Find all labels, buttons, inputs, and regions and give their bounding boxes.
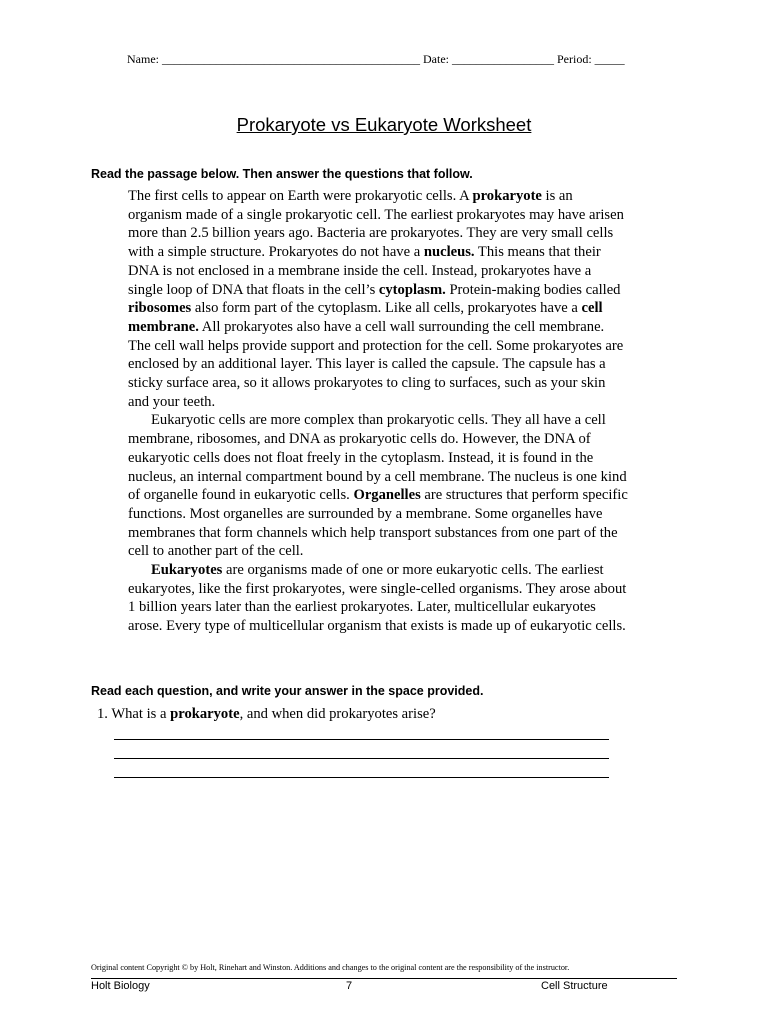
date-field-label: Date: _________________ bbox=[423, 52, 554, 66]
question-number: 1. bbox=[97, 706, 108, 722]
passage-paragraph-1: The first cells to appear on Earth were prokaryotic cells. A prokaryote is an organism made of a single prokaryotic cell. The earliest prokaryotes may have arisen more than 2.5 billion years ago. Bacteria are prokaryotes. They are very small cells with a simple structure. Prokaryotes do not have a nucleus. This means that their DNA is not enclosed in a membrane inside the cell. Instead, prokaryotes have a single loop of DNA that floats in the cell’s cytoplasm. Protein-making bodies called ribosomes also form part of the cytoplasm. Like all cells, prokaryotes have a cell membrane. All prokaryotes also have a cell wall surrounding the cell membrane. The cell wall helps provide support and protection for the cell. Some prokaryotes are enclosed by an additional layer. This layer is called the capsule. The capsule has a sticky surface area, so it allows prokaryotes to cling to surfaces, such as your skin and your teeth. bbox=[128, 188, 624, 410]
answer-line-3[interactable] bbox=[114, 777, 609, 778]
passage-instruction: Read the passage below. Then answer the questions that follow. bbox=[91, 167, 473, 181]
page-number: 7 bbox=[346, 980, 353, 992]
questions-instruction: Read each question, and write your answer in the space provided. bbox=[91, 684, 484, 698]
footer-book-title: Holt Biology bbox=[91, 980, 150, 992]
answer-line-1[interactable] bbox=[114, 739, 609, 740]
period-field-label: Period: _____ bbox=[557, 52, 625, 66]
footer-divider bbox=[91, 978, 677, 979]
footer-chapter-title: Cell Structure bbox=[541, 980, 608, 992]
passage-paragraph-3: Eukaryotes are organisms made of one or more eukaryotic cells. The earliest eukaryotes, like the first prokaryotes, were single-celled organisms. They arose about 1 billion years later than the earliest prokaryotes. Later, multicellular eukaryotes arose. Every type of multicellular organism that exists is made up of eukaryotic cells. bbox=[128, 562, 627, 635]
question-1: 1. What is a prokaryote, and when did prokaryotes arise? bbox=[97, 706, 436, 722]
passage-paragraph-2: Eukaryotic cells are more complex than prokaryotic cells. They all have a cell membrane, ribosomes, and DNA as prokaryotic cells do. However, the DNA of eukaryotic cells does not float freely in the cytoplasm. Instead, it is found in the nucleus, an internal compartment bound by a cell membrane. The nucleus is one kind of organelle found in eukaryotic cells. Organelles are structures that perform specific functions. Most organelles are surrounded by a membrane. Some organelles have membranes that form channels which help transport substances from one part of the cell to another part of the cell. bbox=[128, 412, 628, 560]
copyright-notice: Original content Copyright © by Holt, Rinehart and Winston. Additions and changes to the original content are the responsibility of the instructor. bbox=[91, 963, 570, 972]
student-info-header bbox=[127, 52, 647, 67]
page-title: Prokaryote vs Eukaryote Worksheet bbox=[236, 114, 532, 135]
answer-line-2[interactable] bbox=[114, 758, 609, 759]
name-field-label: Name: ___________________________________________ bbox=[127, 52, 420, 66]
reading-passage bbox=[128, 187, 628, 636]
